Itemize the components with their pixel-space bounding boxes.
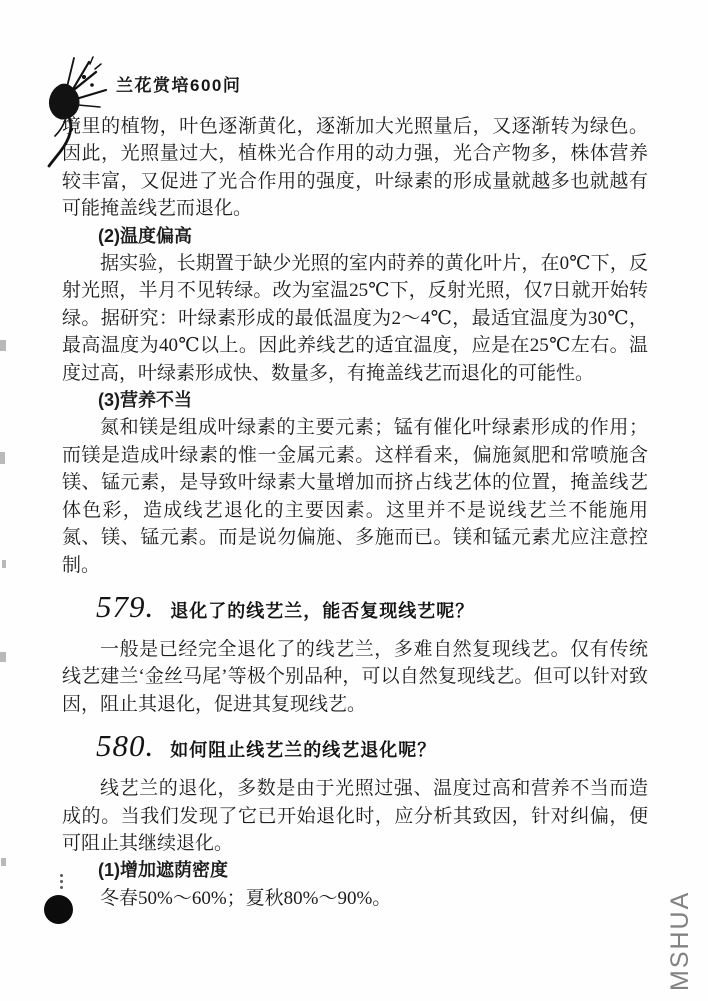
paragraph: 线艺兰的退化，多数是由于光照过强、温度过高和营养不当而造成的。当我们发现了它已开始退化时，应分析其致因，针对纠偏，便可阻止其继续退化。 (62, 778, 648, 854)
question-text: 退化了的线艺兰，能否复现线艺呢？ (170, 600, 475, 621)
subheading: (2)温度偏高 (98, 225, 192, 246)
scan-artifact (2, 560, 6, 568)
paragraph: 一般是已经完全退化了的线艺兰，多难自然复现线艺。仅有传统线艺建兰‘金丝马尾’等极个别品种，可以自然复现线艺。但可以针对致因，阻止其退化，促进其复现线艺。 (62, 638, 648, 715)
scan-artifact (0, 652, 6, 662)
scan-artifact (1, 858, 6, 866)
paragraph: 冬春50%～60%；夏秋80%～90%。 (100, 887, 392, 909)
page-bullet-dot (44, 895, 73, 924)
paragraph: 氮和镁是组成叶绿素的主要元素；锰有催化叶绿素形成的作用；而镁是造成叶绿素的惟一金属元素。这样看来，偏施氮肥和常喷施含镁、锰元素，是导致叶绿素大量增加而挤占线艺体的位置，掩盖线艺体色彩，造成线艺退化的主要因素。这里并不是说线艺兰不能施用氮、镁、锰元素。而是说勿偏施、多施而已。镁和锰元素尤应注意控制。 (62, 417, 648, 576)
question-number: 580. (96, 728, 155, 764)
paragraph: 境里的植物，叶色逐渐黄化，逐渐加大光照量后，又逐渐转为绿色。因此，光照量过大，植株光合作用的动力强，光合产物多，株体营养较丰富，又促进了光合作用的强度，叶绿素的形成量就越多也就越有可能掩盖线艺而退化。 (62, 116, 648, 220)
question-text: 如何阻止线艺兰的线艺退化呢？ (170, 740, 437, 761)
question-heading (62, 728, 648, 768)
watermark-text: MSHUA (666, 890, 694, 991)
scan-speck (60, 880, 63, 883)
page-content (62, 113, 648, 912)
page-title: 兰花赏培600问 (116, 76, 242, 95)
subheading: (1)增加遮荫密度 (98, 860, 228, 881)
scan-artifact (0, 452, 5, 464)
question-number: 579. (96, 588, 155, 624)
scan-speck (60, 874, 63, 877)
scan-artifact (0, 340, 6, 351)
question-heading (62, 589, 648, 629)
subheading: (3)营养不当 (98, 390, 192, 411)
paragraph: 据实验，长期置于缺少光照的室内莳养的黄化叶片，在0℃下，反射光照，半月不见转绿。改为室温25℃下，反射光照，仅7日就开始转绿。据研究：叶绿素形成的最低温度为2～4℃，最适宜温度为30℃，最高温度为40℃以上。因此养线艺的适宜温度，应是在25℃左右。温度过高，叶绿素形成快、数量多，有掩盖线艺而退化的可能性。 (62, 253, 648, 384)
scan-speck (60, 886, 63, 889)
